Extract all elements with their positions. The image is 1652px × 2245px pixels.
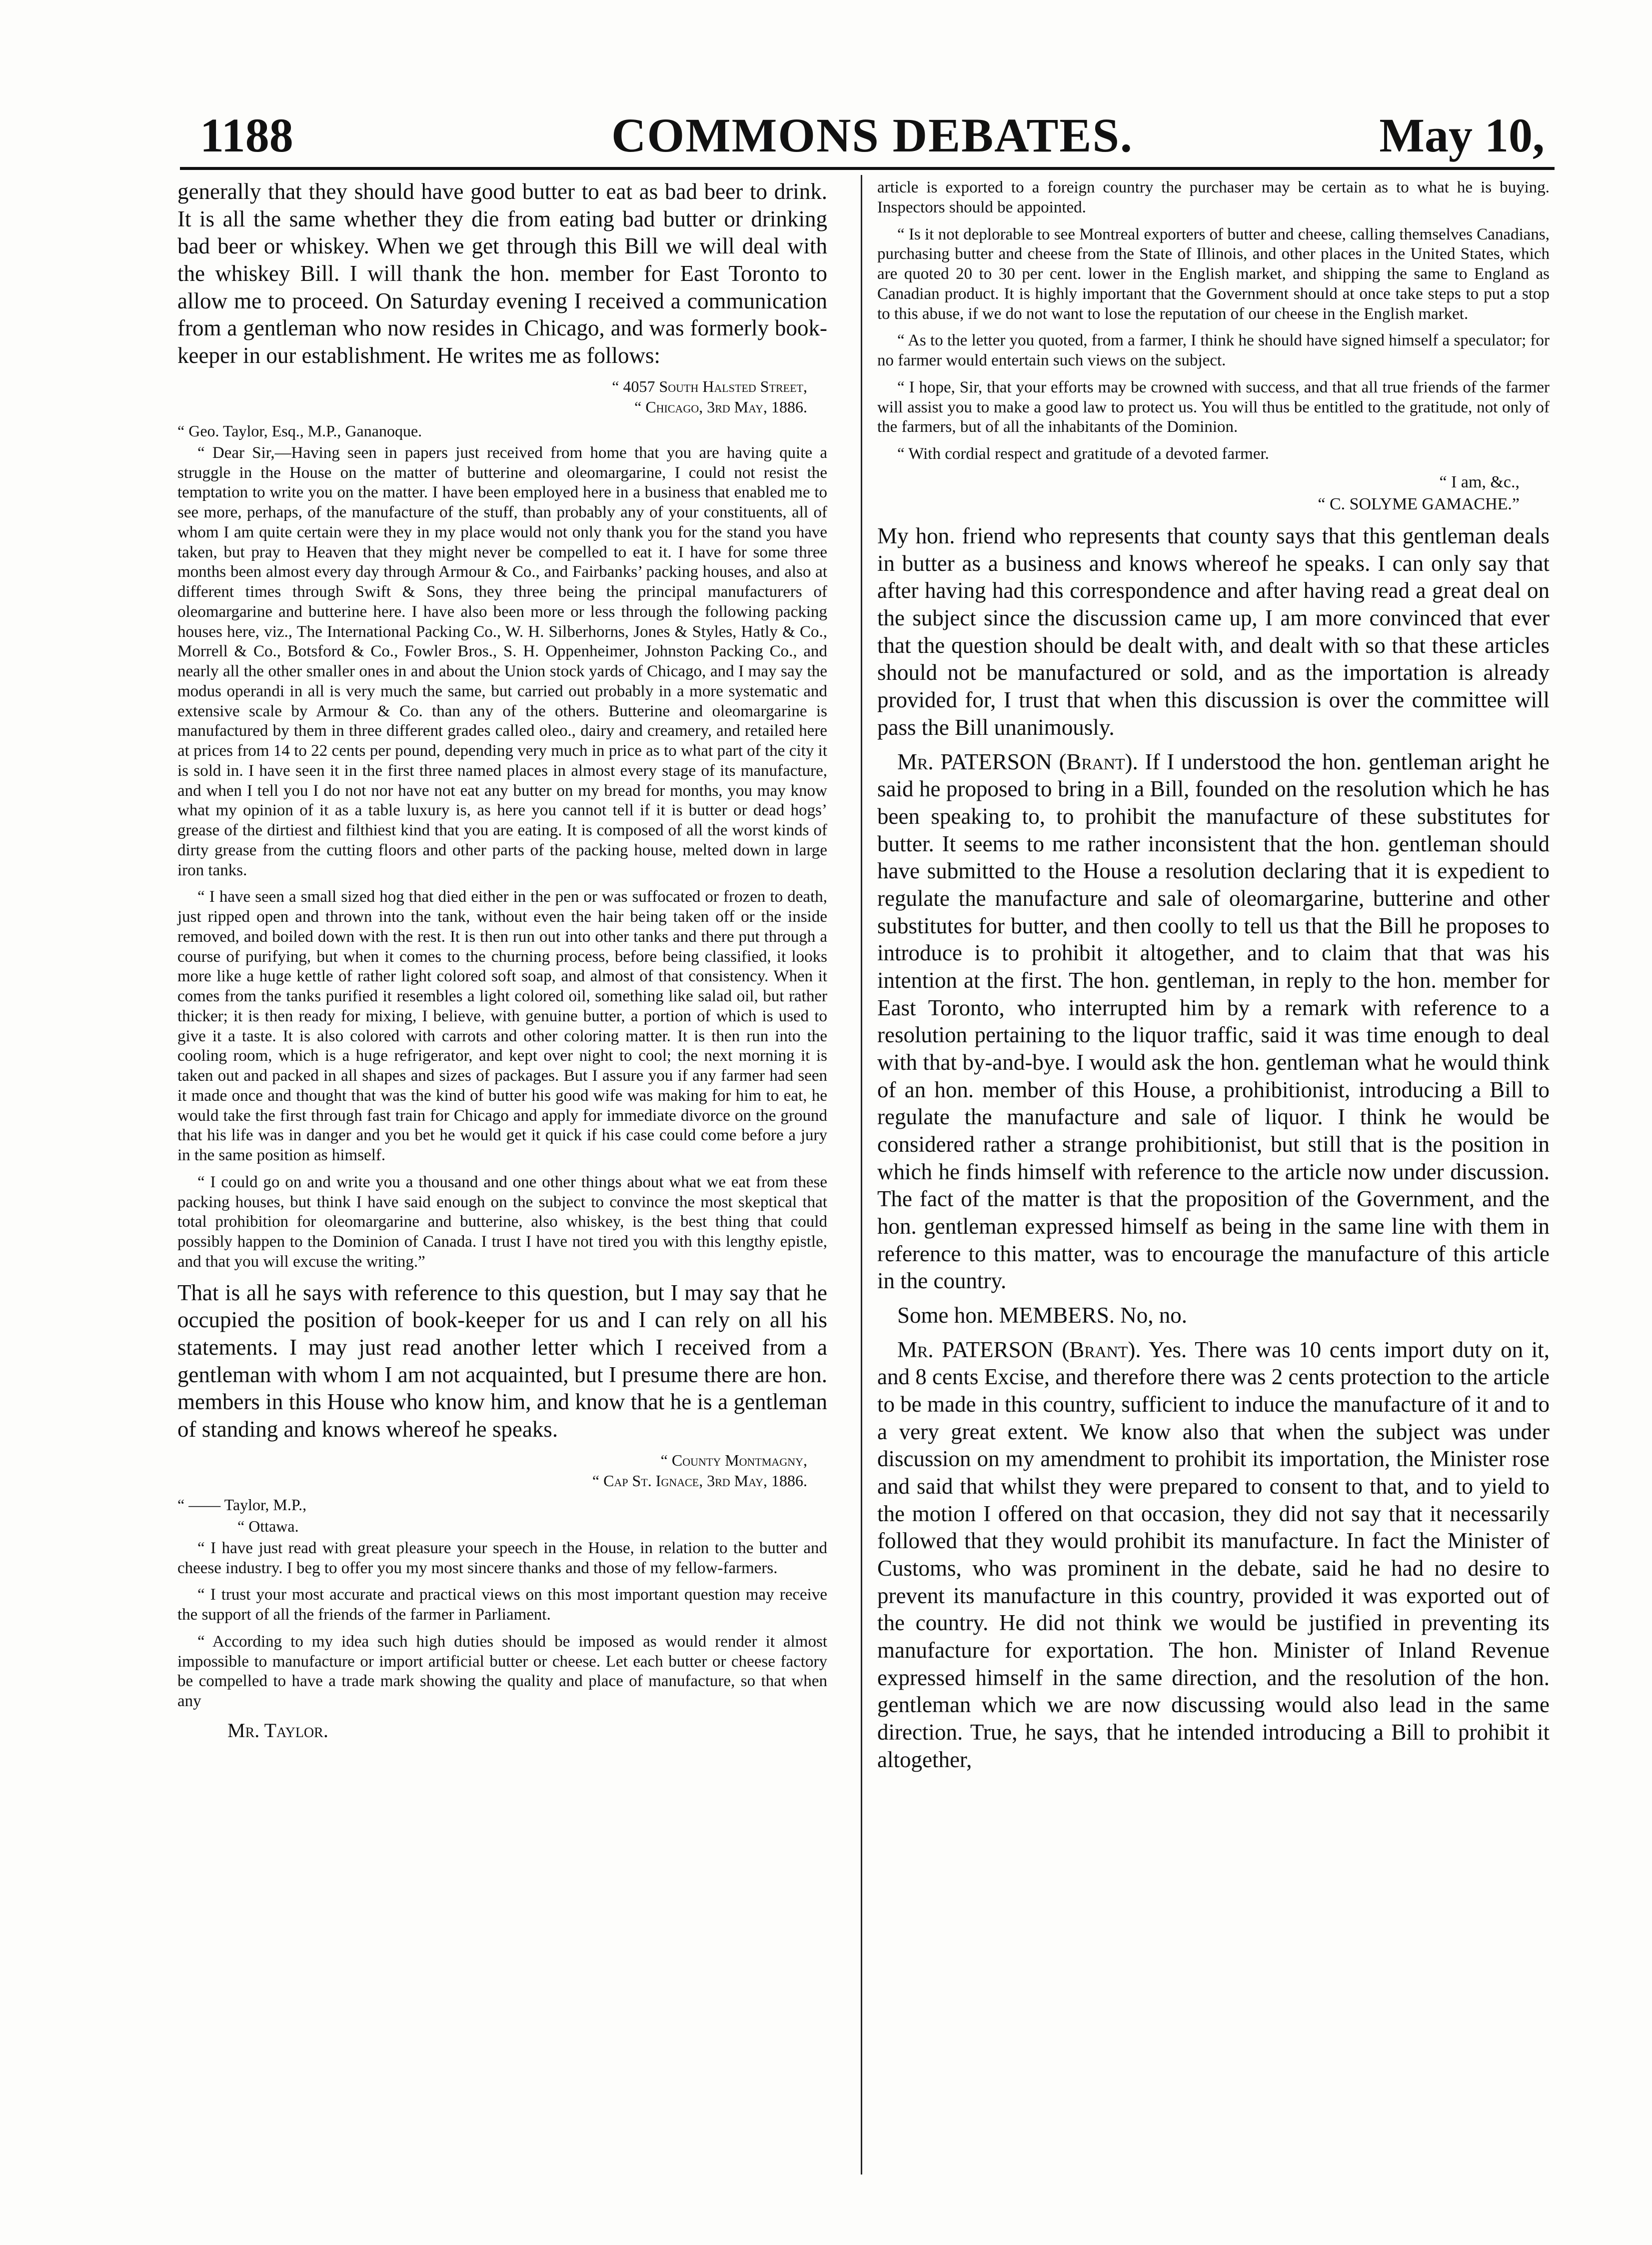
speech-paragraph [877, 748, 1550, 1295]
page-title: COMMONS DEBATES. [611, 108, 1133, 162]
page-header [200, 107, 1545, 162]
speech-paragraph [877, 1336, 1550, 1774]
intro-paragraph: generally that they should have good butter to eat as bad beer to drink. It is all the same whether they die from eating bad butter or drinking bad beer or whiskey. When we get through this Bill we will deal with the whiskey Bill. I will thank the hon. member for East Toronto to allow me to proceed. On Saturday evening I received a communication from a gentleman who now resides in Chicago, and was formerly book-keeper in our establishment. He writes me as follows: [177, 179, 827, 368]
page-date: May 10, [1379, 108, 1545, 162]
left-column [177, 178, 827, 1742]
letter2-paragraph: “ As to the letter you quoted, from a farmer, I think he should have signed himself a speculator; for no farmer would entertain such views on the subject. [877, 331, 1550, 369]
letter2-salutation-place: “ Ottawa. [237, 1517, 299, 1535]
speaker-name: Mr. PATERSON (Brant). [897, 749, 1138, 774]
speech-paragraph: Some hon. MEMBERS. No, no. [897, 1302, 1188, 1328]
letter2-paragraph: “ With cordial respect and gratitude of a devoted farmer. [897, 445, 1269, 463]
letter1-address-line: “ 4057 South Halsted Street, [612, 377, 807, 395]
speech-text: Yes. There was 10 cents import duty on it, and 8 cents Excise, and therefore there was 2 cents protection to the article to be made in this country, sufficient to induce the manufacture of it and to a very great extent. We know also that when the subject was under discussion on my amendment to prohibit its importation, the Minister rose and said that whilst they were prepared to consent to that, and to yield to the motion I offered on that occasion, they did not say that it necessarily followed that they would prohibit its manufacture. In fact the Minister of Customs, who was prominent in the debate, said he had no desire to prevent its manufacture in this country, provided it was exported out of the country. He did not think we would be justified in preventing its manufacture for exportation. The hon. Minister of Inland Revenue expressed himself in the same direction, and the resolution of the hon. gentleman which we are now discussing would also lead in the same direction. True, he says, that he intended introducing a Bill to prohibit it altogether, [877, 1337, 1550, 1772]
letter1-paragraph: “ I could go on and write you a thousand and one other things about what we eat from these packing houses, but think I have said enough on the subject to convince the most skeptical that total prohibition for oleomargarine and butterine, also whiskey, is the best thing that could possibly happen to the Dominion of Canada. I trust I have not tired you with this lengthy epistle, and that you will excuse the writing.” [177, 1173, 827, 1271]
letter2-address-line: “ Cap St. Ignace, 3rd May, 1886. [592, 1472, 807, 1490]
signature-line: “ I am, &c., [1439, 472, 1520, 491]
speech-paragraph: My hon. friend who represents that county says that this gentleman deals in butter as a business and knows whereof he speaks. I can only say that after having had this correspondence and after having read a great deal on the subject since the discussion came up, I am more convinced that ever that the question should be dealt with, and dealt with so that these articles should not be manufactured or sold, and as the importation is already provided for, I trust that when this discussion is over the committee will pass the Bill unanimously. [877, 523, 1550, 740]
letter2-paragraph: “ I have just read with great pleasure your speech in the House, in relation to the butter and cheese industry. I beg to offer you my most sincere thanks and those of my fellow-farmers. [177, 1539, 827, 1577]
letter2-signature [877, 471, 1520, 515]
letter2-paragraph: “ I trust your most accurate and practical views on this most important question may receive the support of all the friends of the farmer in Parliament. [177, 1586, 827, 1624]
letter2-paragraph: “ Is it not deplorable to see Montreal exporters of butter and cheese, calling themselves Canadians, purchasing butter and cheese from the State of Illinois, and other places in the United States, which are quoted 20 to 30 per cent. lower in the English market, and shipping the same to England as Canadian product. It is highly important that the Government should at once take steps to put a stop to this abuse, if we do not want to lose the reputation of our cheese in the English market. [877, 225, 1550, 323]
letter1-address [177, 376, 807, 418]
letter2-paragraph: “ According to my idea such high duties should be imposed as would render it almost impossible to manufacture or import artificial butter or cheese. Let each butter or cheese factory be compelled to have a trade mark showing the quality and place of manufacture, so that when any [177, 1632, 827, 1711]
speech-text: If I understood the hon. gentleman aright he said he proposed to bring in a Bill, founded on the resolution which he has been speaking to, to prohibit the manufacture of these substitutes for butter. It seems to me rather inconsistent that the hon. gentleman should have submitted to the House a resolution declaring that it is expedient to regulate the manufacture and sale of oleomargarine, butterine and other substitutes for butter, and then coolly to tell us that the Bill he proposes to introduce is to prohibit it altogether, and to claim that that was his intention at the first. The hon. gentleman, in reply to the hon. member for East Toronto, who interrupted him by a remark with reference to a resolution pertaining to the liquor traffic, said it was time enough to deal with that by-and-bye. I would ask the hon. gentleman what he would think of an hon. member of this House, a prohibitionist, introducing a Bill to regulate the manufacture and sale of liquor. I think he would be considered rather a strange prohibitionist, but still that is the position in which he finds himself with reference to the article now under discussion. The fact of the matter is that the proposition of the Government, and the hon. gentleman expressed himself as being in the same line with them in reference to this matter, was to encourage the manufacture of this article in the country. [877, 749, 1550, 1294]
letter2-salutation: “ —— Taylor, M.P., [177, 1495, 307, 1514]
page-number: 1188 [200, 108, 293, 162]
letter2-paragraph: article is exported to a foreign country the purchaser may be certain as to what he is buying. Inspectors should be appointed. [877, 178, 1550, 216]
signature-line: “ C. SOLYME GAMACHE.” [1318, 494, 1520, 513]
letter2-paragraph: “ I hope, Sir, that your efforts may be crowned with success, and that all true friends of the farmer will assist you to make a good law to protect us. You will thus be entitled to the gratitude, not only of the farmers, but of all the inhabitants of the Dominion. [877, 378, 1550, 436]
right-column [877, 178, 1550, 1780]
letter2-address [177, 1450, 807, 1492]
letter2-address-line: “ County Montmagny, [660, 1451, 807, 1469]
speaker-name: Mr. PATERSON (Brant). [897, 1337, 1141, 1362]
letter1-address-line: “ Chicago, 3rd May, 1886. [634, 398, 807, 416]
letter1-salutation: “ Geo. Taylor, Esq., M.P., Gananoque. [177, 421, 422, 440]
letter1-paragraph: “ Dear Sir,—Having seen in papers just received from home that you are having quite a struggle in the House on the matter of butterine and oleomargarine, I could not resist the temptation to write you on the matter. I have been employed here in a business that enabled me to see more, perhaps, of the manufacture of the stuff, than probably any of your constituents, all of whom I am quite certain were they in my place would not only thank you for the stand you have taken, but pray to Heaven that they might never be compelled to eat it. I have for some three months been almost every day through Armour & Co., and Fairbanks’ packing houses, and also at different times through Swift & Sons, they three being the principal manufacturers of oleomargarine and butterine here. I have also been more or less through the following packing houses here, viz., The International Packing Co., W. H. Silberhorns, Jones & Styles, Hatly & Co., Morrell & Co., Botsford & Co., Fowler Bros., S. H. Oppenheimer, Johnston Packing Co., and nearly all the other smaller ones in and about the Union stock yards of Chicago, and I may say the modus operandi in all is very much the same, but carried out probably in a more systematic and extensive scale by Armour & Co. than any of the others. Butterine and oleomargarine is manufactured by them in three different grades called oleo., dairy and creamery, and retailed here at prices from 14 to 22 cents per pound, depending very much in price as to what part of the city it is sold in. I have seen it in the first three named places in almost every stage of its manufacture, and when I tell you I do not nor have not eat any butter on my bread for months, you may know what my opinion of it as a table luxury is, as here you cannot tell if it is butter or dead hogs’ grease of the dirtiest and filthiest kind that you are eating. It is composed of all the worst kinds of dirty grease from the cutting floors and other parts of the packing house, melted down in large iron tanks. [177, 443, 827, 879]
letter1-paragraph: “ I have seen a small sized hog that died either in the pen or was suffocated or frozen to death, just ripped open and thrown into the tank, without even the hair being taken off or the inside removed, and boiled down with the rest. It is then run out into other tanks and there put through a course of purifying, but when it comes to the churning process, before being classified, it looks more like a huge kettle of rather light colored soft soap, and almost of that consistency. When it comes from the tanks purified it resembles a light colored oil, something like salad oil, but rather thicker; it is then ready for mixing, I believe, with genuine butter, a portion of which is used to give it a taste. It is also colored with carrots and other coloring matter. It is then run into the cooling room, which is a huge refrigerator, and kept over night to cool; the next morning it is taken out and packed in all shapes and sizes of packages. But I assure you if any farmer had seen it made once and thought that was the kind of butter his good wife was making for him to eat, he would take the first through fast train for Chicago and apply for immediate divorce on the ground that his life was in danger and you bet he would get it quick if his case could come before a jury in the same position as himself. [177, 888, 827, 1165]
column-divider [861, 175, 862, 2175]
header-rule [180, 167, 1555, 170]
footer-speaker-name: Mr. Taylor. [227, 1719, 328, 1742]
speech-paragraph: That is all he says with reference to this question, but I may say that he occupied the position of book-keeper for us and I can rely on all his statements. I may just read another letter which I received from a gentleman with whom I am not acquainted, but I presume there are hon. members in this House who know him, and know that he is a gentleman of standing and knows whereof he speaks. [177, 1280, 827, 1442]
